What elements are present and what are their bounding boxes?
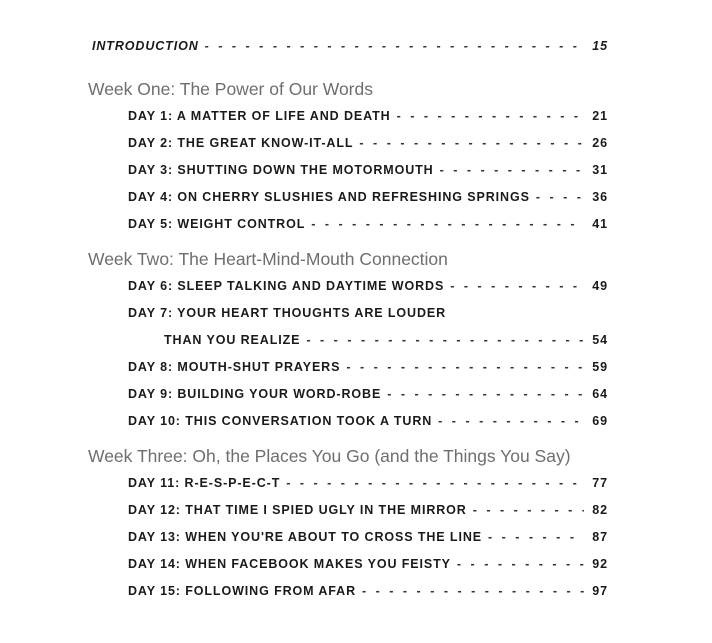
toc-entry-day[interactable] <box>128 502 608 518</box>
toc-page-number: 64 <box>592 387 608 401</box>
toc-entry-day[interactable] <box>128 216 608 232</box>
toc-entry-day[interactable] <box>128 413 608 429</box>
toc-entry-day-continued[interactable] <box>164 332 608 348</box>
toc-entry-label: DAY 6: SLEEP TALKING AND DAYTIME WORDS <box>128 279 445 293</box>
toc-entry-label: DAY 1: A MATTER OF LIFE AND DEATH <box>128 109 391 123</box>
toc-entry-day[interactable] <box>128 386 608 402</box>
toc-entry-day[interactable] <box>128 529 608 545</box>
toc-page-number: 69 <box>592 414 608 428</box>
toc-entry-label: DAY 4: ON CHERRY SLUSHIES AND REFRESHING SPRINGS <box>128 190 530 204</box>
toc-page-number: 97 <box>592 584 608 598</box>
toc-page-number: 15 <box>592 39 608 53</box>
toc-entry-day[interactable] <box>128 135 608 151</box>
toc-entry-label: DAY 9: BUILDING YOUR WORD-ROBE <box>128 387 382 401</box>
dot-leader <box>346 359 584 375</box>
toc-page-number: 26 <box>592 136 608 150</box>
dot-leader <box>450 278 584 294</box>
toc-page-number: 41 <box>592 217 608 231</box>
toc-entry-label: DAY 12: THAT TIME I SPIED UGLY IN THE MIRROR <box>128 503 467 517</box>
toc-entry-day[interactable] <box>128 583 608 599</box>
toc-entry-introduction[interactable] <box>92 38 608 54</box>
toc-page-number: 77 <box>592 476 608 490</box>
dot-leader <box>397 108 584 124</box>
dot-leader <box>488 529 584 545</box>
toc-entry-label: DAY 2: THE GREAT KNOW-IT-ALL <box>128 136 354 150</box>
toc-page-number: 87 <box>592 530 608 544</box>
dot-leader <box>387 386 584 402</box>
toc-entry-label: DAY 8: MOUTH-SHUT PRAYERS <box>128 360 341 374</box>
toc-entry-label: INTRODUCTION <box>92 39 199 53</box>
toc-page-number: 21 <box>592 109 608 123</box>
toc-entry-day[interactable] <box>128 189 608 205</box>
toc-page-number: 49 <box>592 279 608 293</box>
toc-entry-label: DAY 10: THIS CONVERSATION TOOK A TURN <box>128 414 433 428</box>
toc-entry-day[interactable] <box>128 162 608 178</box>
toc-page-number: 92 <box>592 557 608 571</box>
week-heading: Week Two: The Heart-Mind-Mouth Connection <box>88 249 448 269</box>
dot-leader <box>438 413 584 429</box>
dot-leader <box>359 135 584 151</box>
table-of-contents <box>88 34 608 599</box>
dot-leader <box>362 583 584 599</box>
toc-entry-label: DAY 11: R-E-S-P-E-C-T <box>128 476 281 490</box>
dot-leader <box>311 216 584 232</box>
dot-leader <box>457 556 584 572</box>
toc-entry-day[interactable] <box>128 108 608 124</box>
toc-entry-label: DAY 13: WHEN YOU'RE ABOUT TO CROSS THE LINE <box>128 530 482 544</box>
dot-leader <box>205 38 584 54</box>
toc-page-number: 59 <box>592 360 608 374</box>
toc-page-number: 82 <box>592 503 608 517</box>
dot-leader <box>306 332 584 348</box>
toc-entry-label: DAY 15: FOLLOWING FROM AFAR <box>128 584 357 598</box>
toc-entry-label: DAY 14: WHEN FACEBOOK MAKES YOU FEISTY <box>128 557 451 571</box>
toc-entry-label: DAY 5: WEIGHT CONTROL <box>128 217 306 231</box>
toc-entry-day[interactable] <box>128 278 608 294</box>
toc-entry-label: DAY 3: SHUTTING DOWN THE MOTORMOUTH <box>128 163 434 177</box>
toc-page-number: 54 <box>592 333 608 347</box>
toc-entry-day[interactable] <box>128 359 608 375</box>
dot-leader <box>536 189 584 205</box>
week-heading: Week Three: Oh, the Places You Go (and the Things You Say) <box>88 446 571 466</box>
toc-entry-label-line2: THAN YOU REALIZE <box>164 333 301 347</box>
toc-entry-day[interactable] <box>128 556 608 572</box>
week-heading: Week One: The Power of Our Words <box>88 79 373 99</box>
dot-leader <box>286 475 584 491</box>
dot-leader <box>473 502 584 518</box>
toc-entry-day[interactable] <box>128 475 608 491</box>
toc-page-number: 36 <box>592 190 608 204</box>
toc-page-number: 31 <box>592 163 608 177</box>
dot-leader <box>440 162 584 178</box>
toc-entry-label-line1[interactable]: DAY 7: YOUR HEART THOUGHTS ARE LOUDER <box>128 306 447 320</box>
